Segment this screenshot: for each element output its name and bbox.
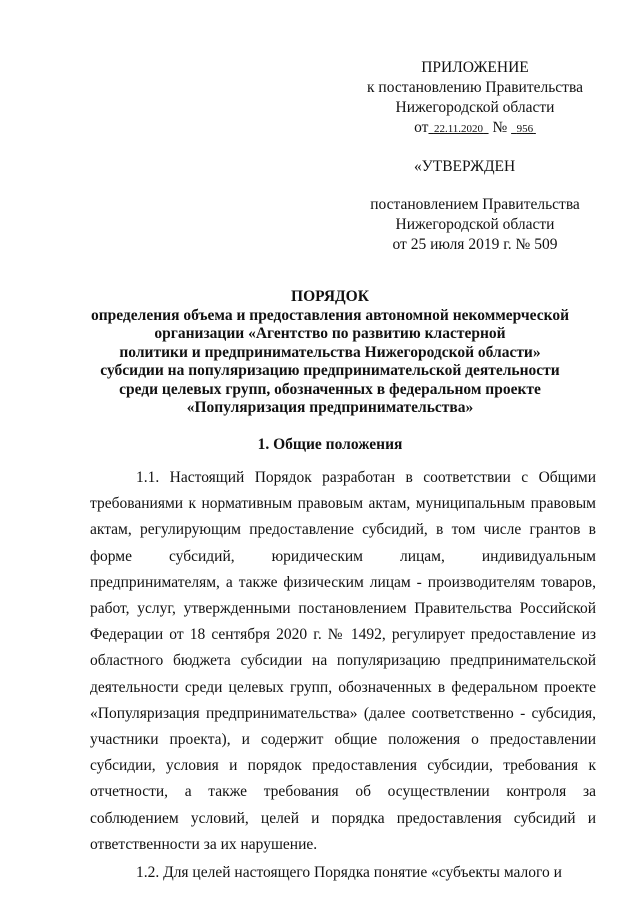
title-heading: ПОРЯДОК [291,288,369,305]
decree-number: 956 [516,123,534,135]
paragraph-1-1: 1.1. Настоящий Порядок разработан в соответствии с Общими требованиями к нормативным правовым актам, муниципальным правовым актам, регулирующим предоставление субсидий, в том числе грантов в форме субсидий, юридическим лицам, индивидуальным предпринимателям, а также физическим лицам - производителям товаров, работ, услуг, утвержденными постановлением Правительства Российской Федерации от 18 сентября 2020 г. № 1492, регулирует предоставление из областного бюджета субсидии на популяризацию предпринимательской деятельности среди целевых групп, обозначенных в федеральном проекте «Популяризация предпринимательства» (далее соответственно - субсидия, участники проекта), и содержит общие положения о предоставлении субсидии, условия и порядок предоставления субсидии, требования к отчетности, а также требования об осуществлении контроля за соблюдением условий, целей и порядка предоставления субсидий и ответственности за их нарушение. [90,469,596,853]
region-name: Нижегородской области [395,99,555,116]
title-line: определения объема и предоставления автономной некоммерческой [90,306,570,324]
title-line: «Популяризация предпринимательства» [186,399,474,416]
title-line: политики и предпринимательства Нижегородской области» [119,343,541,361]
section-heading: 1. Общие положения [257,436,403,453]
decree-date: 22.11.2020 [433,123,484,135]
approved-by: постановлением Правительства [370,196,580,213]
approved-region: Нижегородской области [395,216,555,233]
appendix-header [340,58,610,255]
title-line: организации «Агентство по развитию кластерной [154,325,506,342]
approved-date: от 25 июля 2019 г. № 509 [392,236,558,253]
document-body [90,465,596,886]
decree-reference: к постановлению Правительства [367,79,583,96]
decree-date-line: от 22.11.2020 № 956 [340,118,610,139]
title-line: субсидии на популяризацию предпринимательской деятельности [100,362,560,379]
document-title [90,288,570,418]
title-line: среди целевых групп, обозначенных в федеральном проекте [119,380,541,398]
paragraph-1-2: 1.2. Для целей настоящего Порядка понятие «субъекты малого и [136,864,562,882]
approved-label: «УТВЕРЖДЕН [414,158,516,175]
appendix-label: ПРИЛОЖЕНИЕ [421,59,529,76]
